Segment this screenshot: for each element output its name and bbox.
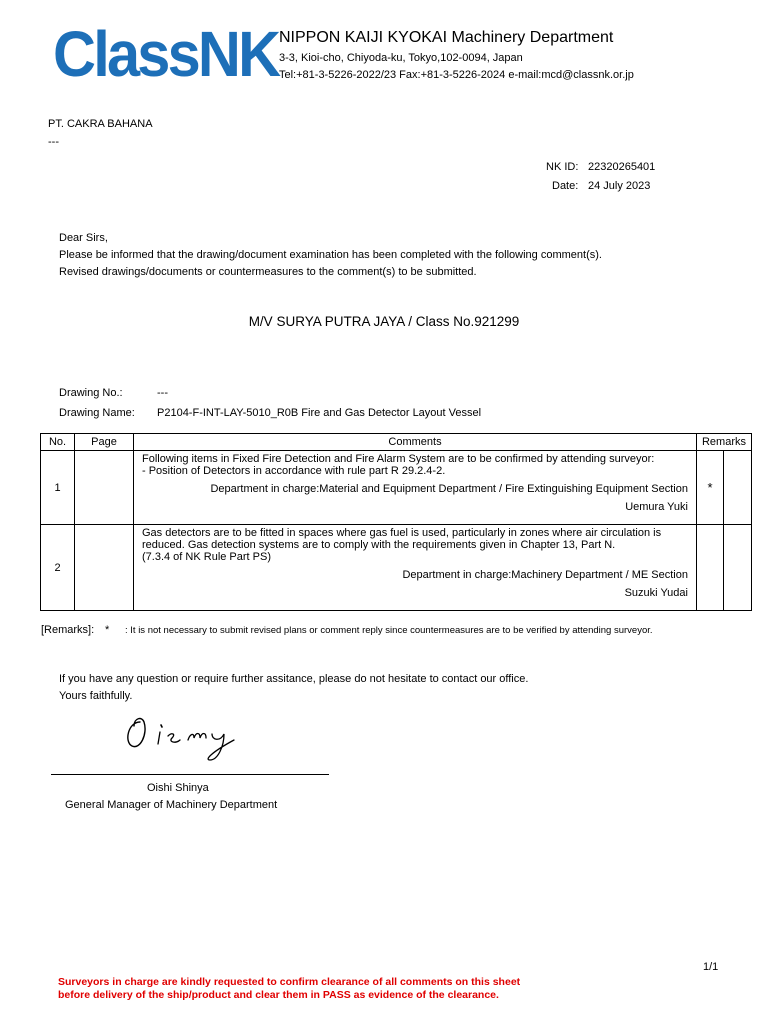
- row-page: [75, 451, 134, 525]
- vessel-title: M/V SURYA PUTRA JAYA / Class No.921299: [248, 314, 520, 329]
- remarks-label: [Remarks]:: [41, 624, 95, 636]
- handwritten-signature: [120, 708, 250, 770]
- table-row: [41, 525, 752, 611]
- row-comment: [134, 451, 697, 525]
- table-row: [41, 451, 752, 525]
- comment-surveyor: Suzuki Yudai: [624, 587, 688, 599]
- page-number: 1/1: [703, 961, 719, 973]
- comment-line: Gas detectors are to be fitted in spaces where gas fuel is used, particularly in zones where air circulation is reduced. Gas detection systems are to comply with the requirements given in Chapter 13, Part N.: [142, 527, 662, 551]
- date-value: 24 July 2023: [588, 180, 651, 192]
- date-label: Date:: [552, 180, 579, 192]
- comment-line: Following items in Fixed Fire Detection and Fire Alarm System are to be confirmed by attending surveyor:: [142, 453, 655, 465]
- row-comment: [134, 525, 697, 611]
- closing-line-1: If you have any question or require further assitance, please do not hesitate to contact our office.: [59, 673, 529, 685]
- closing-line-2: Yours faithfully.: [59, 690, 133, 702]
- remarks-symbol: *: [105, 624, 110, 636]
- footer-notice-line-2: before delivery of the ship/product and clear them in PASS as evidence of the clearance.: [58, 989, 499, 1001]
- classnk-logo: ClassNK: [53, 18, 279, 90]
- letter-line-1: Please be informed that the drawing/document examination has been completed with the following comment(s).: [59, 249, 602, 261]
- nk-id-label: NK ID:: [546, 161, 579, 173]
- comment-department: Department in charge:Machinery Department / ME Section: [402, 569, 688, 581]
- table-header-row: [41, 434, 752, 451]
- nk-id-value: 22320265401: [588, 161, 656, 173]
- signatory-name: Oishi Shinya: [147, 782, 209, 794]
- organization-name: NIPPON KAIJI KYOKAI Machinery Department: [279, 29, 614, 46]
- drawing-no-value: ---: [157, 387, 168, 399]
- header-page: Page: [75, 434, 134, 451]
- drawing-name-label: Drawing Name:: [59, 407, 135, 419]
- row-no: 2: [41, 525, 75, 611]
- row-remark-mark: *: [696, 451, 723, 525]
- comments-table: [40, 433, 752, 611]
- row-remark-extra: [723, 451, 751, 525]
- organization-address: 3-3, Kioi-cho, Chiyoda-ku, Tokyo,102-0094, Japan: [279, 52, 523, 64]
- footer-notice-line-1: Surveyors in charge are kindly requested to confirm clearance of all comments on this sheet: [58, 976, 521, 988]
- drawing-no-label: Drawing No.:: [59, 387, 123, 399]
- header-no: No.: [41, 434, 75, 451]
- signature-line: [51, 774, 329, 775]
- row-remark-mark: [696, 525, 723, 611]
- recipient-company: PT. CAKRA BAHANA: [48, 118, 153, 130]
- header-comments: Comments: [134, 434, 697, 451]
- drawing-name-value: P2104-F-INT-LAY-5010_R0B Fire and Gas Detector Layout Vessel: [157, 407, 482, 419]
- salutation: Dear Sirs,: [59, 232, 108, 244]
- signatory-title: General Manager of Machinery Department: [65, 799, 278, 811]
- organization-contact: Tel:+81-3-5226-2022/23 Fax:+81-3-5226-2024 e-mail:mcd@classnk.or.jp: [279, 69, 634, 81]
- remarks-text: : It is not necessary to submit revised plans or comment reply since countermeasures are to be verified by attending surveyor.: [125, 625, 653, 636]
- recipient-line2: ---: [48, 136, 59, 148]
- letter-line-2: Revised drawings/documents or countermeasures to the comment(s) to be submitted.: [59, 266, 477, 278]
- header-remarks: Remarks: [696, 434, 751, 451]
- comment-line: - Position of Detectors in accordance with rule part R 29.2.4-2.: [142, 465, 446, 477]
- row-remark-extra: [723, 525, 751, 611]
- row-no: 1: [41, 451, 75, 525]
- comment-department: Department in charge:Material and Equipment Department / Fire Extinguishing Equipment Section: [210, 483, 688, 495]
- row-page: [75, 525, 134, 611]
- comment-surveyor: Uemura Yuki: [625, 501, 688, 513]
- comment-line: (7.3.4 of NK Rule Part PS): [142, 551, 271, 563]
